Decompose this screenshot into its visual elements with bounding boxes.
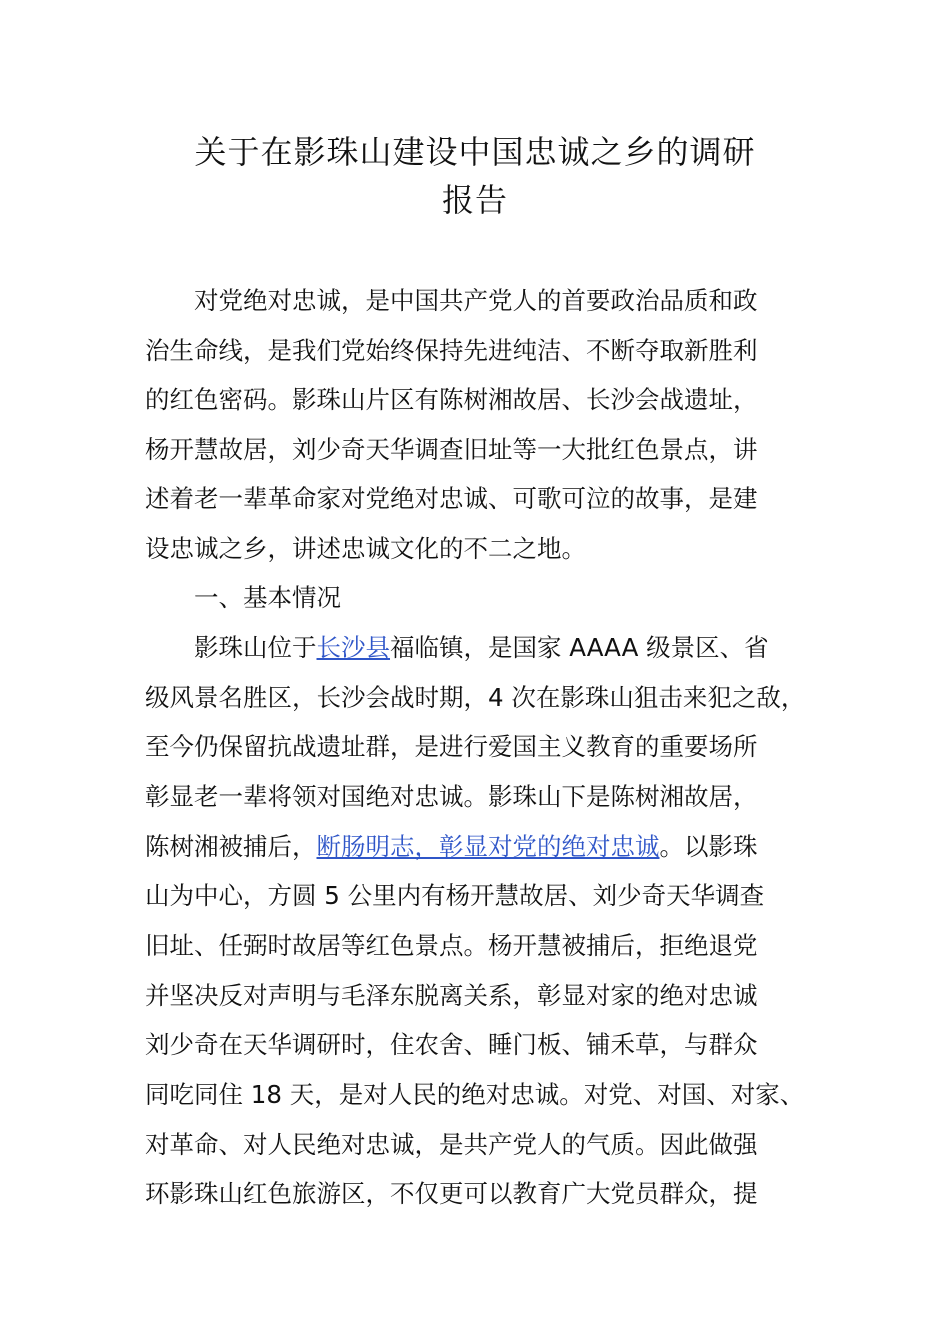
paragraph-1-line: 杨开慧故居，刘少奇天华调查旧址等一大批红色景点，讲 <box>145 435 758 464</box>
text-span: 陈树湘被捕后， <box>145 832 317 861</box>
paragraph-2-line: 旧址、任弼时故居等红色景点。杨开慧被捕后，拒绝退党 <box>145 931 758 960</box>
document-title-line-1: 关于在影珠山建设中国忠诚之乡的调研 <box>194 133 756 171</box>
paragraph-2-line: 对革命、对人民绝对忠诚，是共产党人的气质。因此做强 <box>145 1130 758 1159</box>
paragraph-2-line: 彰显老一辈将领对国绝对忠诚。影珠山下是陈树湘故居， <box>145 782 758 811</box>
paragraph-2-line: 山为中心，方圆 5 公里内有杨开慧故居、刘少奇天华调查 <box>145 881 765 910</box>
text-span: 。以影珠 <box>659 832 758 861</box>
text-span: 影珠山位于 <box>194 633 317 662</box>
paragraph-2-line <box>194 629 894 667</box>
paragraph-1-line: 述着老一辈革命家对党绝对忠诚、可歌可泣的故事，是建 <box>145 484 758 513</box>
changsha-county-link[interactable]: 长沙县 <box>316 633 390 662</box>
paragraph-2-line: 至今仍保留抗战遗址群，是进行爱国主义教育的重要场所 <box>145 732 758 761</box>
text-span: 福临镇，是国家 AAAA 级景区、省 <box>390 633 769 662</box>
paragraph-2-line: 级风景名胜区，长沙会战时期，4 次在影珠山狙击来犯之敌， <box>145 683 806 712</box>
paragraph-2-line: 环影珠山红色旅游区，不仅更可以教育广大党员群众，提 <box>145 1179 758 1208</box>
paragraph-1-line: 治生命线，是我们党始终保持先进纯洁、不断夺取新胜利 <box>145 336 758 365</box>
paragraph-2-line <box>145 828 845 866</box>
paragraph-1-line: 设忠诚之乡，讲述忠诚文化的不二之地。 <box>145 534 586 563</box>
paragraph-2-line: 刘少奇在天华调研时，住农舍、睡门板、铺禾草，与群众 <box>145 1030 758 1059</box>
paragraph-1-line: 对党绝对忠诚，是中国共产党人的首要政治品质和政 <box>194 286 758 315</box>
paragraph-2-line: 同吃同住 18 天，是对人民的绝对忠诚。对党、对国、对家、 <box>145 1080 805 1109</box>
document-title-line-2: 报告 <box>441 181 508 219</box>
section-heading: 一、基本情况 <box>194 583 341 612</box>
paragraph-2-line: 并坚决反对声明与毛泽东脱离关系，彰显对家的绝对忠诚 <box>145 981 758 1010</box>
paragraph-1-line: 的红色密码。影珠山片区有陈树湘故居、长沙会战遗址， <box>145 385 758 414</box>
loyalty-story-link[interactable]: 断肠明志，彰显对党的绝对忠诚 <box>316 832 660 861</box>
